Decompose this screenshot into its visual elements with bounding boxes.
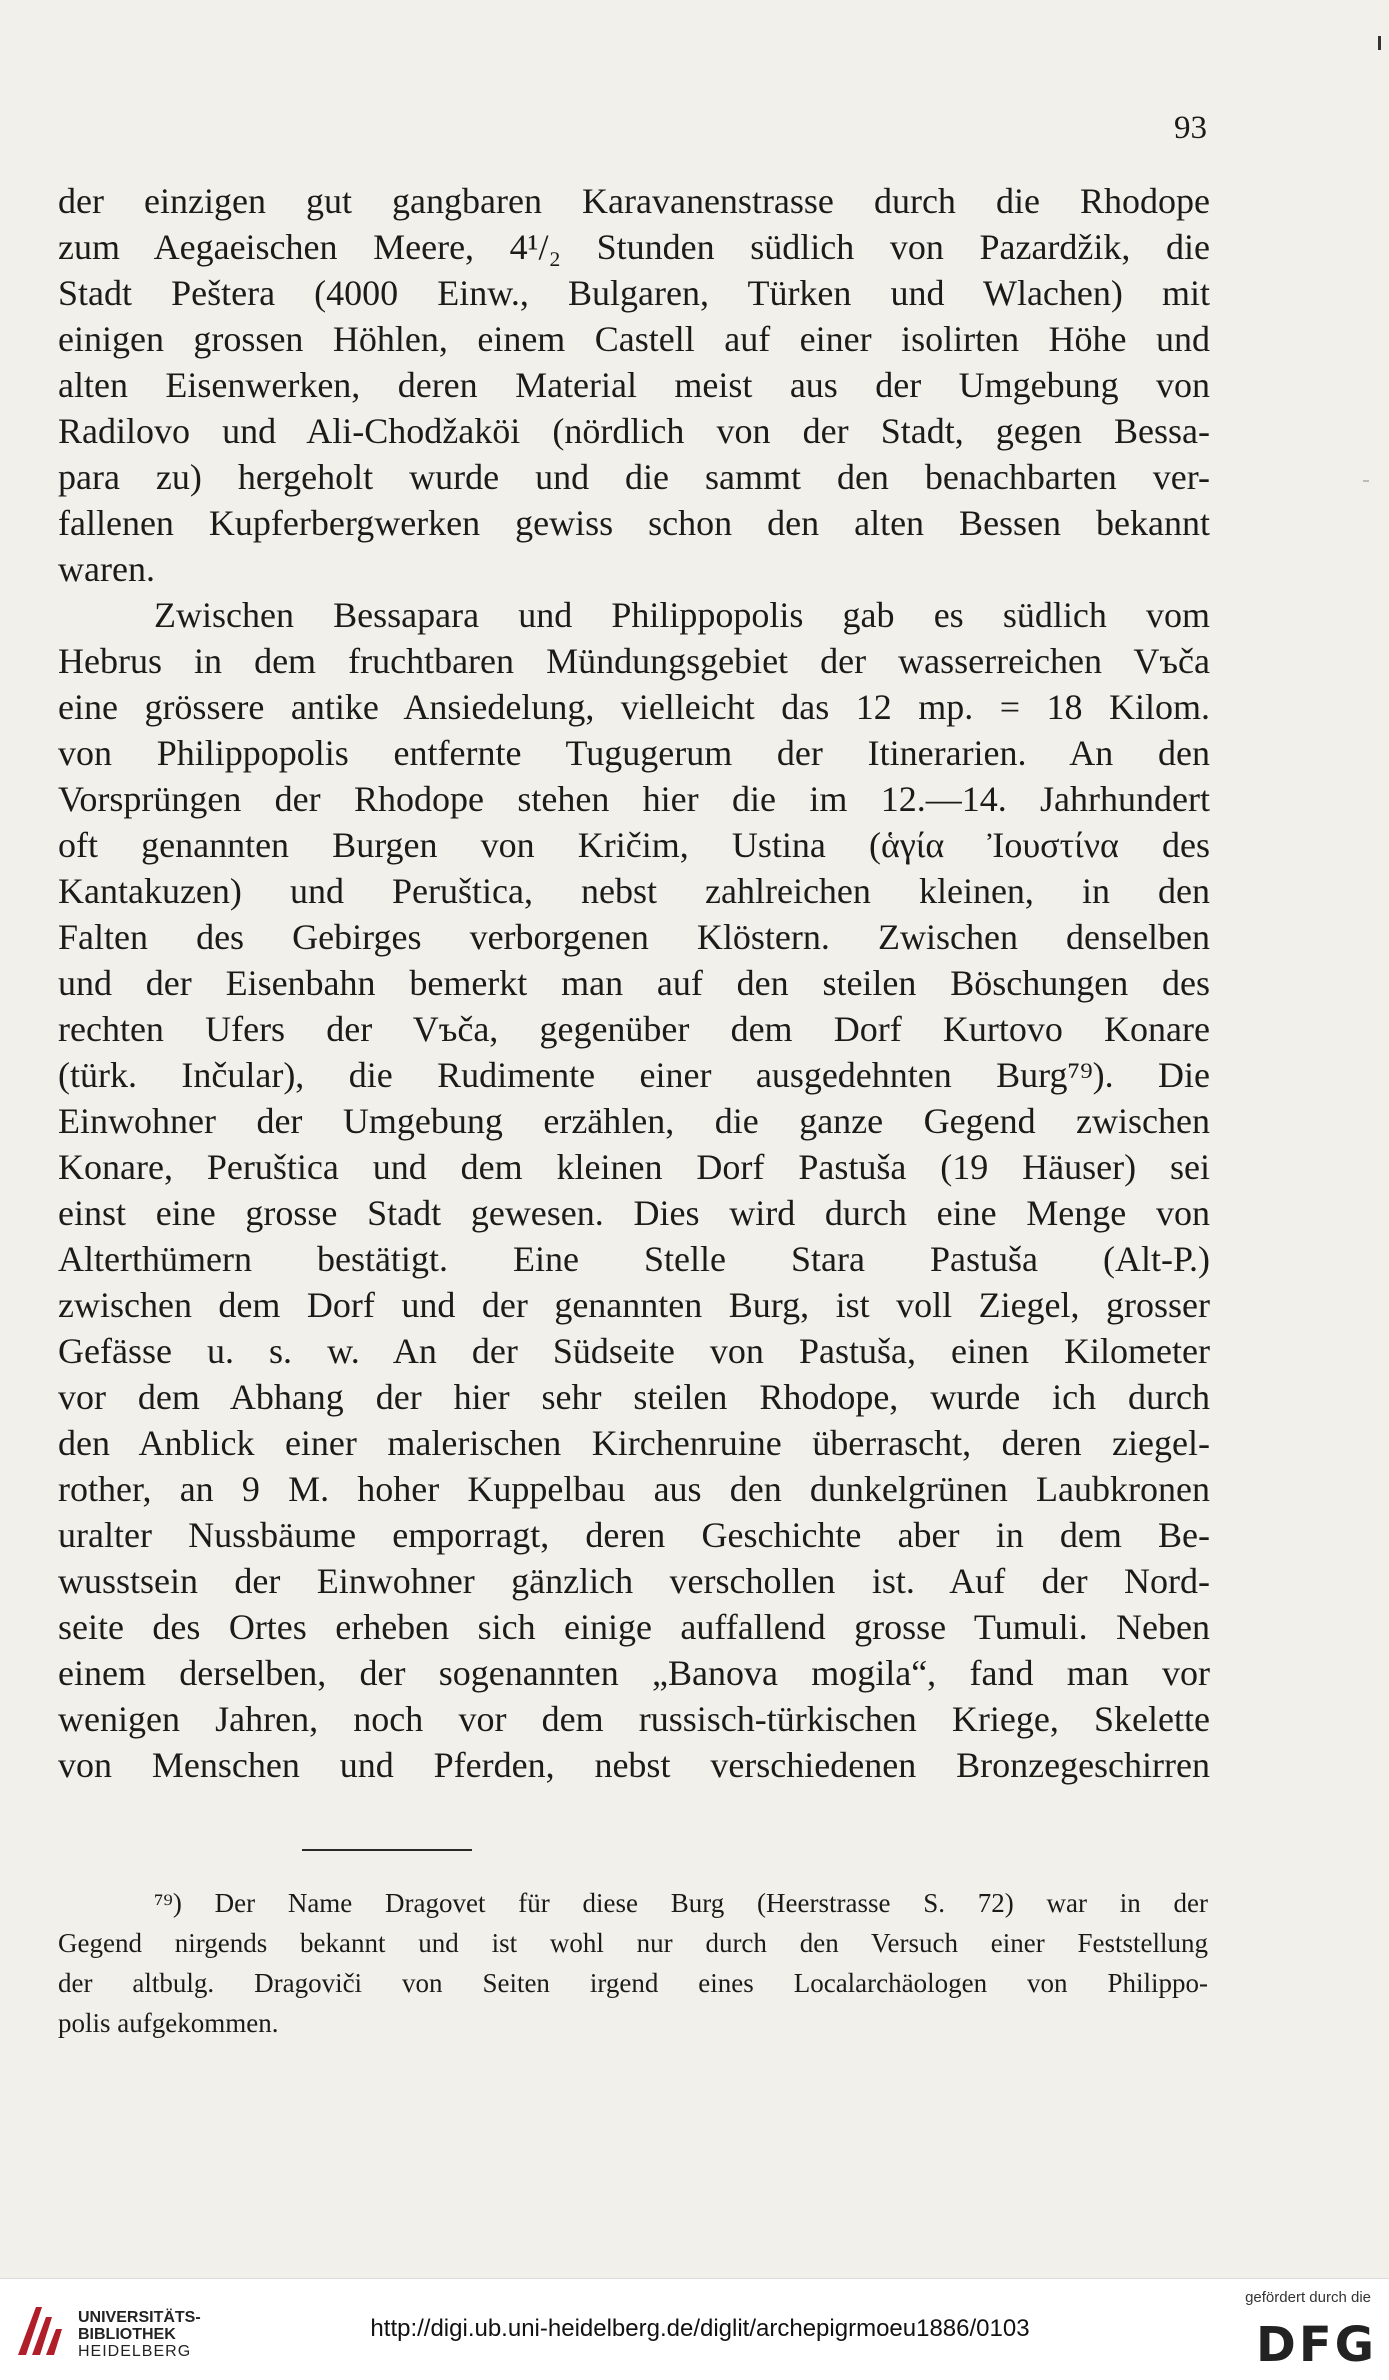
text-line: Hebrus in dem fruchtbaren Mündungsgebiet der wasserreichen Vъča xyxy=(58,641,1210,681)
library-name xyxy=(78,2309,201,2360)
text-line: Stadt Peštera (4000 Einw., Bulgaren, Türken und Wlachen) mit xyxy=(58,273,1210,313)
text-line: Einwohner der Umgebung erzählen, die ganze Gegend zwischen xyxy=(58,1101,1210,1141)
text-line: rechten Ufers der Vъča, gegenüber dem Dorf Kurtovo Konare xyxy=(58,1009,1210,1049)
text-line: und der Eisenbahn bemerkt man auf den steilen Böschungen des xyxy=(58,963,1210,1003)
text-line: fallenen Kupferbergwerken gewiss schon den alten Bessen bekannt xyxy=(58,503,1210,543)
library-name-line: HEIDELBERG xyxy=(78,2343,192,2360)
text-line: uralter Nussbäume emporragt, deren Geschichte aber in dem Be- xyxy=(58,1515,1210,1555)
text-line: waren. xyxy=(58,549,155,589)
text-line: Falten des Gebirges verborgenen Klöstern. Zwischen denselben xyxy=(58,917,1210,957)
text-line: zwischen dem Dorf und der genannten Burg, ist voll Ziegel, grosser xyxy=(58,1285,1210,1325)
body-text xyxy=(58,178,1210,1788)
digitization-footer xyxy=(0,2278,1389,2380)
text-line: einst eine grosse Stadt gewesen. Dies wird durch eine Menge von xyxy=(58,1193,1210,1233)
text-line: alten Eisenwerken, deren Material meist aus der Umgebung von xyxy=(58,365,1210,405)
text-line: eine grössere antike Ansiedelung, vielleicht das 12 mp. = 18 Kilom. xyxy=(58,687,1210,727)
text-line: zum Aegaeischen Meere, 4¹/₂ Stunden südlich von Pazardžik, die xyxy=(58,227,1210,267)
text-line: von Menschen und Pferden, nebst verschiedenen Bronzegeschirren xyxy=(58,1745,1210,1785)
scan-artifact xyxy=(1363,480,1369,482)
text-line: wusstsein der Einwohner gänzlich verschollen ist. Auf der Nord- xyxy=(58,1561,1210,1601)
library-name-line: UNIVERSITÄTS- xyxy=(78,2309,201,2326)
text-line: seite des Ortes erheben sich einige auffallend grosse Tumuli. Neben xyxy=(58,1607,1210,1647)
text-line: Zwischen Bessapara und Philippopolis gab es südlich vom xyxy=(154,595,1210,635)
scan-artifact xyxy=(1378,36,1381,50)
text-line: Kantakuzen) und Peruštica, nebst zahlreichen kleinen, in den xyxy=(58,871,1210,911)
text-line: einem derselben, der sogenannten „Banova mogila“, fand man vor xyxy=(58,1653,1210,1693)
text-line: oft genannten Burgen von Kričim, Ustina (ἁγία Ἰουστίνα des xyxy=(58,825,1210,865)
dfg-logo: DFG xyxy=(1255,2317,1377,2373)
library-name-line: BIBLIOTHEK xyxy=(78,2326,176,2343)
footnote-line: der altbulg. Dragoviči von Seiten irgend eines Localarchäologen von Philippo- xyxy=(58,1968,1208,1998)
footnotes xyxy=(58,1883,1208,2043)
text-line: Radilovo und Ali-Chodžaköi (nördlich von der Stadt, gegen Bessa- xyxy=(58,411,1210,451)
text-line: vor dem Abhang der hier sehr steilen Rhodope, wurde ich durch xyxy=(58,1377,1210,1417)
text-line: von Philippopolis entfernte Tugugerum der Itinerarien. An den xyxy=(58,733,1210,773)
text-line: Gefässe u. s. w. An der Südseite von Pastuša, einen Kilometer xyxy=(58,1331,1210,1371)
footnote-line: Gegend nirgends bekannt und ist wohl nur durch den Versuch einer Feststellung xyxy=(58,1928,1208,1958)
footnote-divider xyxy=(302,1849,472,1851)
university-library-logo-icon xyxy=(12,2301,64,2361)
permalink-url[interactable]: http://digi.ub.uni-heidelberg.de/diglit/archepigrmoeu1886/0103 xyxy=(370,2315,1030,2342)
footnote-line: polis aufgekommen. xyxy=(58,2008,279,2038)
text-line: Vorsprüngen der Rhodope stehen hier die im 12.—14. Jahrhundert xyxy=(58,779,1210,819)
text-line: der einzigen gut gangbaren Karavanenstrasse durch die Rhodope xyxy=(58,181,1210,221)
page-number: 93 xyxy=(1174,110,1207,146)
footnote-line: ⁷⁹) Der Name Dragovet für diese Burg (Heerstrasse S. 72) war in der xyxy=(154,1888,1208,1918)
text-line: para zu) hergeholt wurde und die sammt den benachbarten ver- xyxy=(58,457,1210,497)
text-line: einigen grossen Höhlen, einem Castell auf einer isolirten Höhe und xyxy=(58,319,1210,359)
text-line: rother, an 9 M. hoher Kuppelbau aus den dunkelgrünen Laubkronen xyxy=(58,1469,1210,1509)
text-line: wenigen Jahren, noch vor dem russisch-türkischen Kriege, Skelette xyxy=(58,1699,1210,1739)
text-line: Konare, Peruštica und dem kleinen Dorf Pastuša (19 Häuser) sei xyxy=(58,1147,1210,1187)
text-line: Alterthümern bestätigt. Eine Stelle Stara Pastuša (Alt-P.) xyxy=(58,1239,1210,1279)
sponsor-label: gefördert durch die xyxy=(1245,2289,1371,2306)
text-line: den Anblick einer malerischen Kirchenruine überrascht, deren ziegel- xyxy=(58,1423,1210,1463)
text-line: (türk. Inčular), die Rudimente einer ausgedehnten Burg⁷⁹). Die xyxy=(58,1055,1210,1095)
